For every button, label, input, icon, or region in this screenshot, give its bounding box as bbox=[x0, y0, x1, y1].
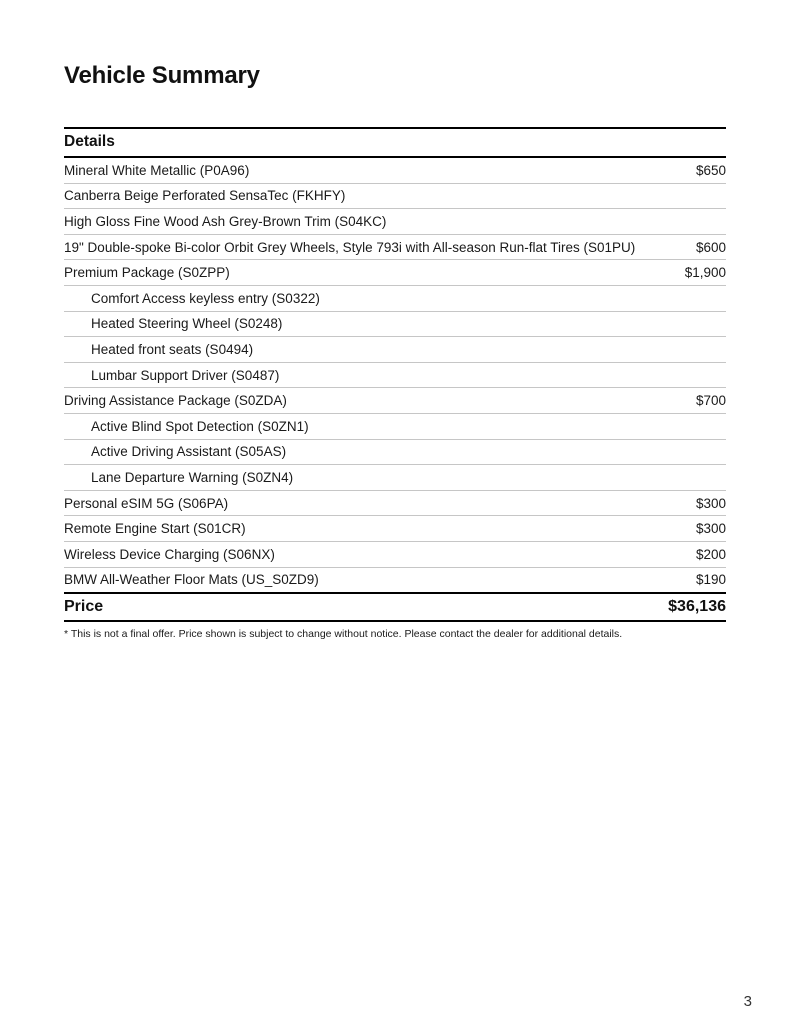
row-price: $200 bbox=[695, 546, 726, 562]
row-price: $300 bbox=[695, 521, 726, 537]
table-row bbox=[64, 440, 726, 466]
total-value: $36,136 bbox=[668, 598, 726, 616]
table-row bbox=[64, 184, 726, 210]
page-number: 3 bbox=[743, 993, 752, 1010]
table-row bbox=[64, 312, 726, 338]
table-row bbox=[64, 465, 726, 491]
row-price: $600 bbox=[695, 239, 726, 255]
table-row bbox=[64, 516, 726, 542]
table-row bbox=[64, 286, 726, 312]
row-label: 19" Double-spoke Bi-color Orbit Grey Wheels, Style 793i with All-season Run-flat Tires (S01PU) bbox=[64, 239, 636, 255]
page-content bbox=[64, 0, 726, 642]
row-label: Heated front seats (S0494) bbox=[91, 341, 254, 357]
table-row bbox=[64, 209, 726, 235]
total-label: Price bbox=[64, 598, 104, 616]
row-label: Comfort Access keyless entry (S0322) bbox=[91, 290, 320, 306]
table-body bbox=[64, 158, 726, 592]
row-price: $300 bbox=[695, 495, 726, 511]
row-label: Premium Package (S0ZPP) bbox=[64, 265, 230, 281]
details-table bbox=[64, 127, 726, 642]
row-price: $700 bbox=[695, 393, 726, 409]
row-price: $190 bbox=[695, 572, 726, 588]
table-row bbox=[64, 388, 726, 414]
table-row bbox=[64, 260, 726, 286]
page-title: Vehicle Summary bbox=[64, 62, 260, 89]
row-label: Personal eSIM 5G (S06PA) bbox=[64, 495, 229, 511]
row-label: BMW All-Weather Floor Mats (US_S0ZD9) bbox=[64, 572, 319, 588]
table-row bbox=[64, 158, 726, 184]
row-label: Lane Departure Warning (S0ZN4) bbox=[91, 469, 294, 485]
row-label: High Gloss Fine Wood Ash Grey-Brown Trim (S04KC) bbox=[64, 213, 387, 229]
row-label: Driving Assistance Package (S0ZDA) bbox=[64, 393, 287, 409]
row-label: Lumbar Support Driver (S0487) bbox=[91, 367, 280, 383]
footnote: * This is not a final offer. Price shown is subject to change without notice. Please contact the dealer for additional details. bbox=[64, 628, 623, 641]
total-row bbox=[64, 592, 726, 622]
table-row bbox=[64, 235, 726, 261]
table-row bbox=[64, 337, 726, 363]
table-row bbox=[64, 491, 726, 517]
table-row bbox=[64, 363, 726, 389]
row-label: Active Blind Spot Detection (S0ZN1) bbox=[91, 418, 309, 434]
table-header: Details bbox=[64, 127, 726, 158]
row-price: $1,900 bbox=[684, 265, 726, 281]
row-label: Heated Steering Wheel (S0248) bbox=[91, 316, 283, 332]
row-label: Active Driving Assistant (S05AS) bbox=[91, 444, 287, 460]
row-label: Mineral White Metallic (P0A96) bbox=[64, 162, 250, 178]
row-label: Remote Engine Start (S01CR) bbox=[64, 521, 246, 537]
table-row bbox=[64, 542, 726, 568]
row-price: $650 bbox=[695, 162, 726, 178]
table-row bbox=[64, 414, 726, 440]
row-label: Wireless Device Charging (S06NX) bbox=[64, 546, 275, 562]
table-row bbox=[64, 568, 726, 593]
row-label: Canberra Beige Perforated SensaTec (FKHFY) bbox=[64, 188, 346, 204]
